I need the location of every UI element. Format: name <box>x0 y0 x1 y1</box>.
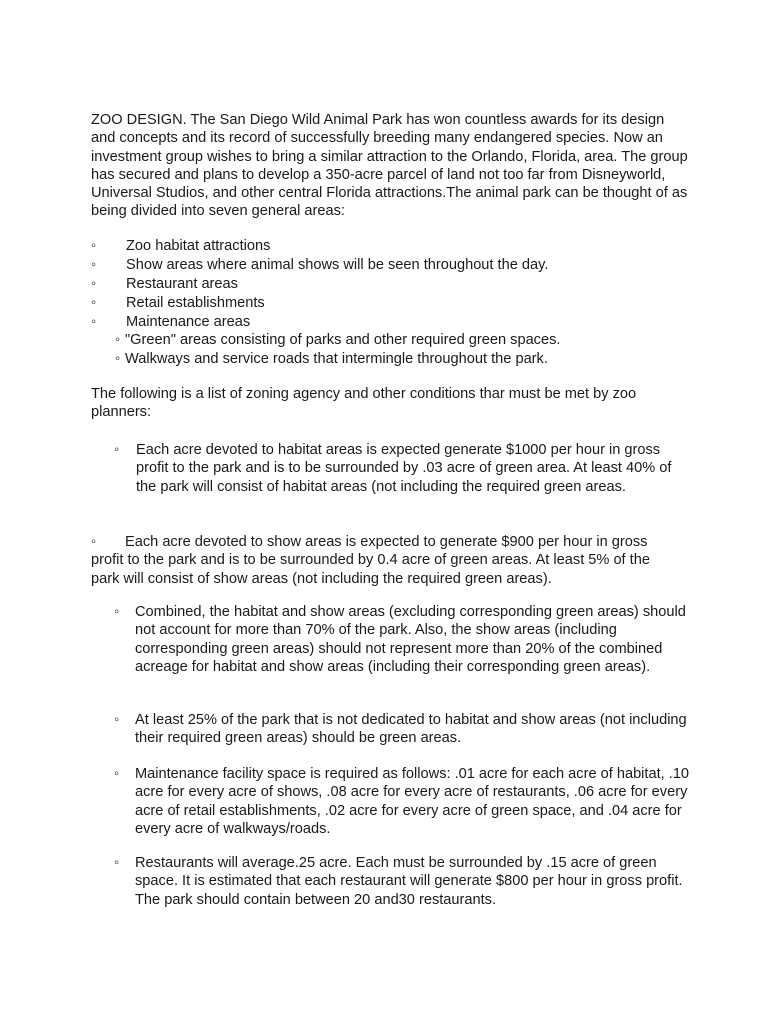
condition-text: Each acre devoted to habitat areas is expected generate $1000 per hour in gross profit to the park and is to be surrounded by .03 acre of green area. At least 40% of the park will consist of habitat areas (not including the required green areas. <box>136 442 672 495</box>
bullet-icon: ◦ <box>115 332 121 349</box>
bullet-icon: ◦ <box>91 294 97 311</box>
bullet-icon: ◦ <box>114 766 120 782</box>
condition-text: Combined, the habitat and show areas (excluding corresponding green areas) should not account for more than 70% of the park. Also, the show areas (including corresponding green areas) should not represent more than 20% of the combined acreage for habitat and show areas (including their corresponding green areas). <box>135 604 686 675</box>
list-item: ◦ Show areas where animal shows will be seen throughout the day. <box>91 256 549 273</box>
conditions-intro: The following is a list of zoning agency and other conditions thar must be met by zoo planners: <box>91 386 637 421</box>
list-item: ◦ Walkways and service roads that intermingle throughout the park. <box>115 351 548 368</box>
bullet-icon: ◦ <box>91 275 97 292</box>
bullet-icon: ◦ <box>115 351 121 368</box>
bullet-icon: ◦ <box>114 442 120 458</box>
intro-paragraph: ZOO DESIGN. The San Diego Wild Animal Park has won countless awards for its design and concepts and its record of successfully breeding many endangered species. Now an investment group wishes to bring a similar attraction to the Orlando, Florida, area. The group has secured and plans to develop a 350-acre parcel of land not too far from Disneyworld, Universal Studios, and other central Florida attractions.The animal park can be thought of as being divided into seven general areas: <box>91 112 688 220</box>
condition-text: Each acre devoted to show areas is expected to generate $900 per hour in gross profit to the park and is to be surrounded by 0.4 acre of green areas. At least 5% of the park will consist of show areas (not including the required green areas). <box>91 534 650 587</box>
condition-text: Restaurants will average.25 acre. Each must be surrounded by .15 acre of green space. It is estimated that each restaurant will generate $800 per hour in gross profit. The park should contain between 20 and30 restaurants. <box>135 855 683 908</box>
bullet-icon: ◦ <box>114 855 120 871</box>
bullet-icon: ◦ <box>91 256 97 273</box>
bullet-icon: ◦ <box>91 313 97 330</box>
list-item: ◦ Restaurant areas <box>91 275 238 292</box>
list-item: ◦ Retail establishments <box>91 294 265 311</box>
list-item: ◦ "Green" areas consisting of parks and other required green spaces. <box>115 332 561 349</box>
bullet-icon: ◦ <box>91 534 97 550</box>
list-item: ◦ Zoo habitat attractions <box>91 238 271 254</box>
bullet-icon: ◦ <box>114 712 120 728</box>
park-areas-list <box>91 237 731 369</box>
bullet-icon: ◦ <box>91 238 97 254</box>
condition-text: At least 25% of the park that is not dedicated to habitat and show areas (not including their required green areas) should be green areas. <box>135 712 687 747</box>
condition-text: Maintenance facility space is required as follows: .01 acre for each acre of habitat, .10 acre for every acre of shows, .08 acre for every acre of restaurants, .06 acre for every acre of retail establishments, .02 acre for every acre of green space, and .04 acre for every acre of walkways/roads. <box>135 766 690 837</box>
bullet-icon: ◦ <box>114 604 120 620</box>
list-item: ◦ Maintenance areas <box>91 313 251 330</box>
